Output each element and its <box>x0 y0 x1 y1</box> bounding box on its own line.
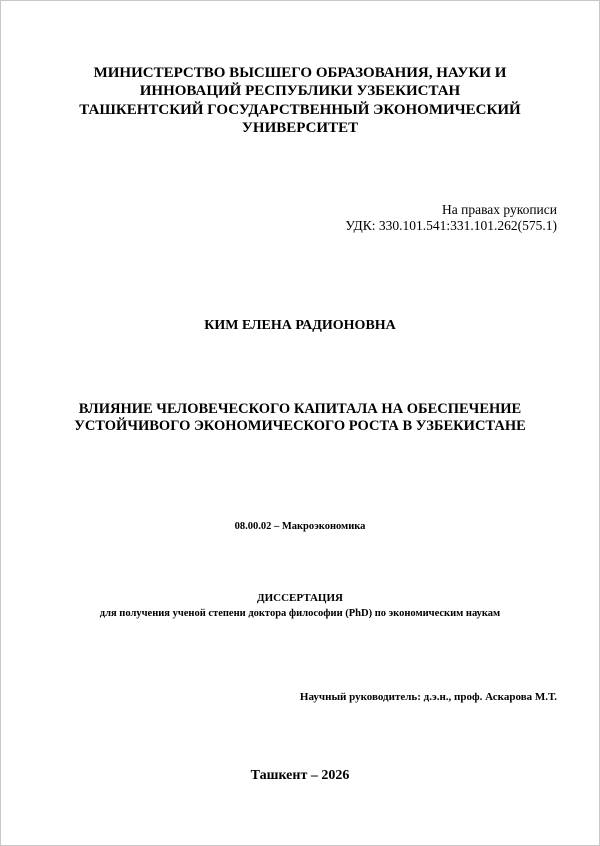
udc-code: УДК: 330.101.541:331.101.262(575.1) <box>345 218 557 233</box>
dissertation-title-line-1: ВЛИЯНИЕ ЧЕЛОВЕЧЕСКОГО КАПИТАЛА НА ОБЕСПЕЧЕНИЕ <box>78 401 522 417</box>
header-line-university-2: УНИВЕРСИТЕТ <box>241 119 359 136</box>
dissertation-title <box>1 401 599 435</box>
manuscript-label: На правах рукописи <box>441 202 557 217</box>
header-line-ministry-1: МИНИСТЕРСТВО ВЫСШЕГО ОБРАЗОВАНИЯ, НАУКИ И <box>93 65 507 81</box>
header-line-ministry-2: ИННОВАЦИЙ РЕСПУБЛИКИ УЗБЕКИСТАН <box>139 82 461 99</box>
city-year: Ташкент – 2026 <box>250 768 350 783</box>
institution-header <box>1 65 599 137</box>
specialty-code: 08.00.02 – Макроэкономика <box>234 521 366 532</box>
author-name: КИМ ЕЛЕНА РАДИОНОВНА <box>204 318 396 333</box>
scientific-supervisor: Научный руководитель: д.э.н., проф. Аскарова М.Т. <box>299 691 557 703</box>
header-line-university-1: ТАШКЕНТСКИЙ ГОСУДАРСТВЕННЫЙ ЭКОНОМИЧЕСКИЙ <box>79 102 521 118</box>
manuscript-rights <box>345 202 557 234</box>
dissertation-title-line-2: УСТОЙЧИВОГО ЭКОНОМИЧЕСКОГО РОСТА В УЗБЕКИСТАНЕ <box>74 418 526 434</box>
dissertation-label: ДИССЕРТАЦИЯ <box>257 592 343 604</box>
dissertation-purpose: для получения ученой степени доктора философии (PhD) по экономическим наукам <box>99 608 501 619</box>
